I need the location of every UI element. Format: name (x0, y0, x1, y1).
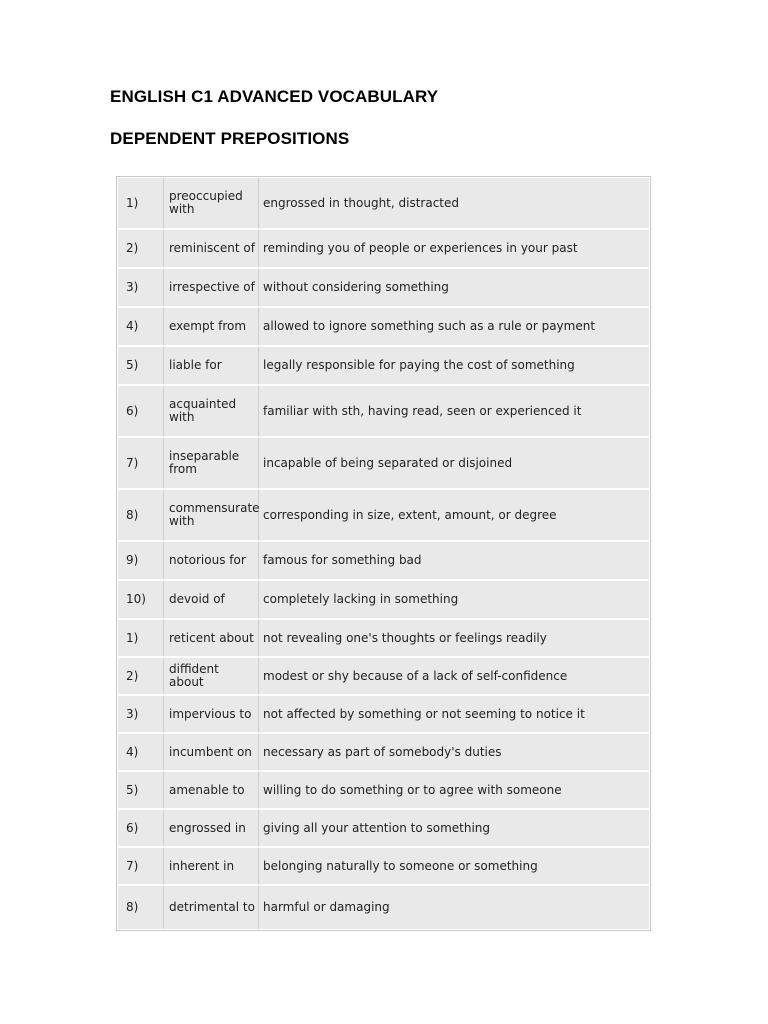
table-row (118, 386, 649, 438)
table-row (118, 581, 649, 620)
vocabulary-term: irrespective of (164, 269, 259, 306)
row-number: 3) (118, 269, 164, 306)
document-subtitle: DEPENDENT PREPOSITIONS (110, 129, 350, 148)
term-definition: modest or shy because of a lack of self-confidence (263, 668, 568, 683)
table-row (118, 658, 649, 696)
row-number: 9) (118, 542, 164, 579)
table-row (118, 620, 649, 658)
vocabulary-term: preoccupied with (164, 178, 259, 228)
row-number: 8) (118, 490, 164, 540)
document-title: ENGLISH C1 ADVANCED VOCABULARY (110, 87, 439, 106)
vocabulary-term: impervious to (164, 696, 259, 732)
row-number: 6) (118, 810, 164, 846)
row-number: 7) (118, 848, 164, 884)
table-row (118, 542, 649, 581)
vocabulary-term: incumbent on (164, 734, 259, 770)
vocabulary-term: reminiscent of (164, 230, 259, 267)
table-row (118, 308, 649, 347)
vocabulary-term: commensurate with (164, 490, 259, 540)
vocabulary-term: diffident about (164, 658, 259, 694)
vocabulary-term: detrimental to (164, 886, 259, 929)
term-definition: famous for something bad (263, 553, 422, 567)
table-row (118, 230, 649, 269)
vocabulary-term: devoid of (164, 581, 259, 618)
row-number: 4) (118, 308, 164, 345)
vocabulary-term: engrossed in (164, 810, 259, 846)
term-definition: belonging naturally to someone or something (263, 858, 538, 873)
row-number: 5) (118, 347, 164, 384)
table-row (118, 734, 649, 772)
term-definition: willing to do something or to agree with someone (263, 782, 562, 797)
row-number: 4) (118, 734, 164, 770)
vocabulary-term: reticent about (164, 620, 259, 656)
row-number: 10) (118, 581, 164, 618)
term-definition: corresponding in size, extent, amount, or degree (263, 507, 557, 522)
table-row (118, 696, 649, 734)
term-definition: giving all your attention to something (263, 820, 491, 835)
row-number: 8) (118, 886, 164, 929)
row-number: 1) (118, 620, 164, 656)
vocabulary-term: notorious for (164, 542, 259, 579)
table-row (118, 178, 649, 230)
table-row (118, 269, 649, 308)
vocabulary-term: acquainted with (164, 386, 259, 436)
term-definition: completely lacking in something (263, 592, 459, 606)
term-definition: allowed to ignore something such as a rule or payment (263, 319, 596, 333)
row-number: 1) (118, 178, 164, 228)
row-number: 5) (118, 772, 164, 808)
row-number: 7) (118, 438, 164, 488)
table-row (118, 772, 649, 810)
table-row (118, 490, 649, 542)
term-definition: incapable of being separated or disjoined (263, 455, 513, 470)
vocabulary-term: inseparable from (164, 438, 259, 488)
table-row (118, 810, 649, 848)
term-definition: without considering something (263, 280, 449, 294)
term-definition: not affected by something or not seeming to notice it (263, 706, 585, 721)
row-number: 2) (118, 230, 164, 267)
term-definition: not revealing one's thoughts or feelings readily (263, 630, 547, 645)
term-definition: harmful or damaging (263, 900, 390, 914)
term-definition: reminding you of people or experiences in your past (263, 241, 578, 255)
vocabulary-term: inherent in (164, 848, 259, 884)
table-row (118, 848, 649, 886)
table-row (118, 347, 649, 386)
vocabulary-table (116, 176, 651, 931)
vocabulary-term: exempt from (164, 308, 259, 345)
table-row (118, 886, 649, 929)
term-definition: legally responsible for paying the cost of something (263, 358, 575, 372)
vocabulary-term: liable for (164, 347, 259, 384)
row-number: 6) (118, 386, 164, 436)
vocabulary-term: amenable to (164, 772, 259, 808)
row-number: 3) (118, 696, 164, 732)
term-definition: familiar with sth, having read, seen or experienced it (263, 403, 582, 418)
term-definition: engrossed in thought, distracted (263, 195, 460, 210)
table-row (118, 438, 649, 490)
row-number: 2) (118, 658, 164, 694)
term-definition: necessary as part of somebody's duties (263, 744, 502, 759)
